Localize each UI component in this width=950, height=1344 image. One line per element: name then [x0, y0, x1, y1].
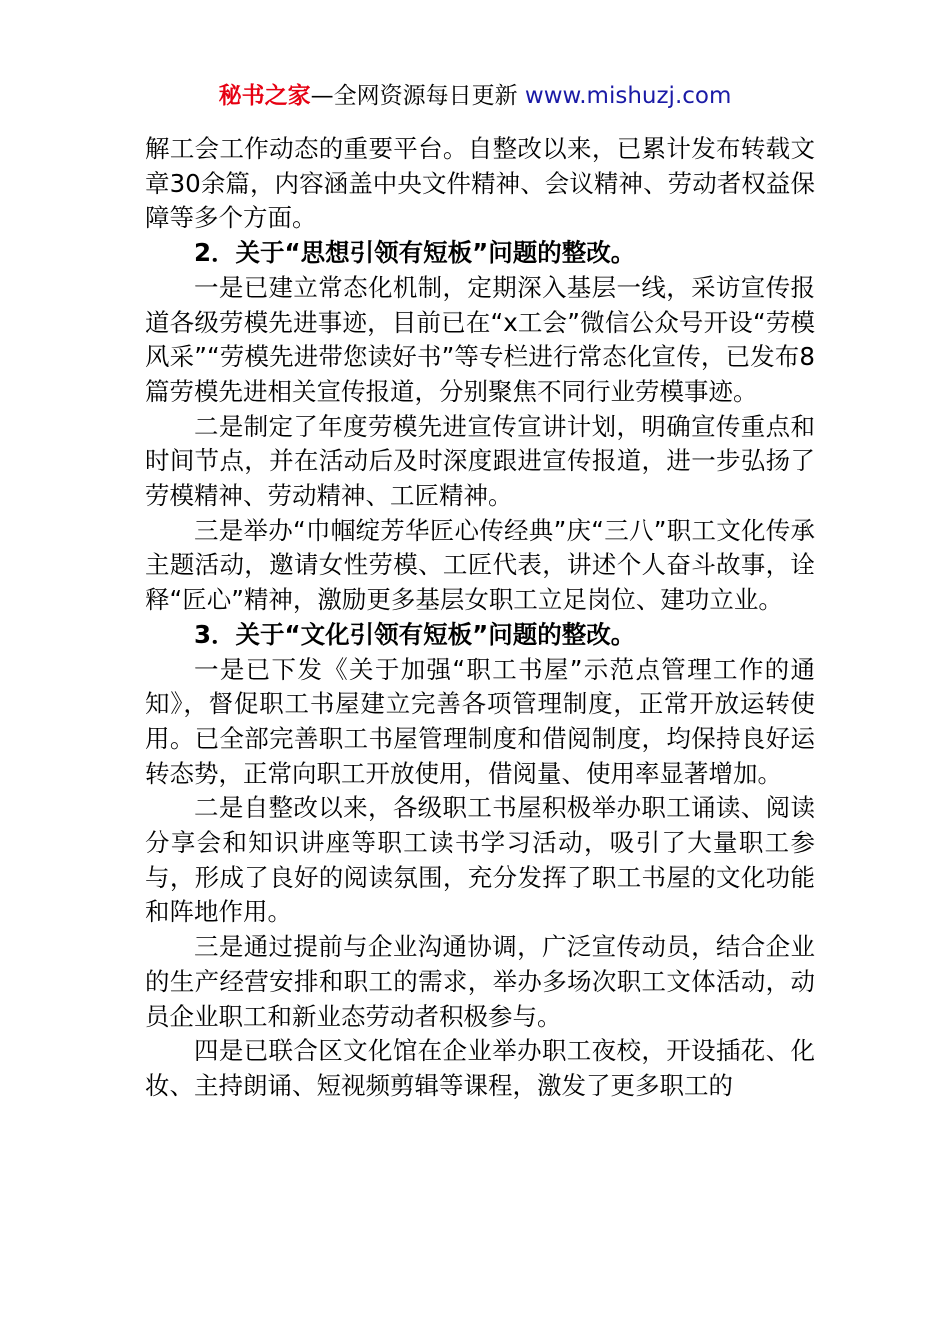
paragraph-body: 三是举办“巾帼绽芳华匠心传经典”庆“三八”职工文化传承主题活动，邀请女性劳模、工匠代表，讲述个人奋斗故事，诠释“匠心”精神，激励更多基层女职工立足岗位、建功立业。: [145, 515, 815, 615]
paragraph-continuation: 解工会工作动态的重要平台。自整改以来，已累计发布转载文章30余篇，内容涵盖中央文件精神、会议精神、劳动者权益保障等多个方面。: [145, 134, 815, 233]
paragraph-body: 二是自整改以来，各级职工书屋积极举办职工诵读、阅读分享会和知识讲座等职工读书学习活动，吸引了大量职工参与，形成了良好的阅读氛围，充分发挥了职工书屋的文化功能和阵地作用。: [145, 793, 815, 927]
site-tagline: —全网资源每日更新: [310, 83, 525, 109]
site-header: [0, 80, 950, 112]
paragraph-body: 四是已联合区文化馆在企业举办职工夜校，开设插花、化妆、主持朗诵、短视频剪辑等课程，激发了更多职工的: [145, 1036, 815, 1100]
paragraph-body: 二是制定了年度劳模先进宣传宣讲计划，明确宣传重点和时间节点，并在活动后及时深度跟进宣传报道，进一步弘扬了劳模精神、劳动精神、工匠精神。: [145, 411, 815, 511]
paragraph-body: 三是通过提前与企业沟通协调，广泛宣传动员，结合企业的生产经营安排和职工的需求，举办多场次职工文体活动，动员企业职工和新业态劳动者积极参与。: [145, 932, 815, 1031]
document-body: [145, 132, 815, 1104]
paragraph-body: 一是已下发《关于加强“职工书屋”示范点管理工作的通知》，督促职工书屋建立完善各项管理制度，正常开放运转使用。已全部完善职工书屋管理制度和借阅制度，均保持良好运转态势，正常向职工开放使用，借阅量、使用率显著增加。: [145, 654, 815, 788]
section-heading-2: 2．关于“思想引领有短板”问题的整改。: [194, 238, 636, 268]
section-heading-3: 3．关于“文化引领有短板”问题的整改。: [194, 619, 636, 649]
site-brand: 秘书之家: [218, 83, 311, 109]
site-url-link[interactable]: www.mishuzj.com: [524, 83, 732, 109]
paragraph-body: 一是已建立常态化机制，定期深入基层一线，采访宣传报道各级劳模先进事迹，目前已在“x工会”微信公众号开设“劳模风采”“劳模先进带您读好书”等专栏进行常态化宣传，已发布8篇劳模先进相关宣传报道，分别聚焦不同行业劳模事迹。: [145, 272, 815, 406]
